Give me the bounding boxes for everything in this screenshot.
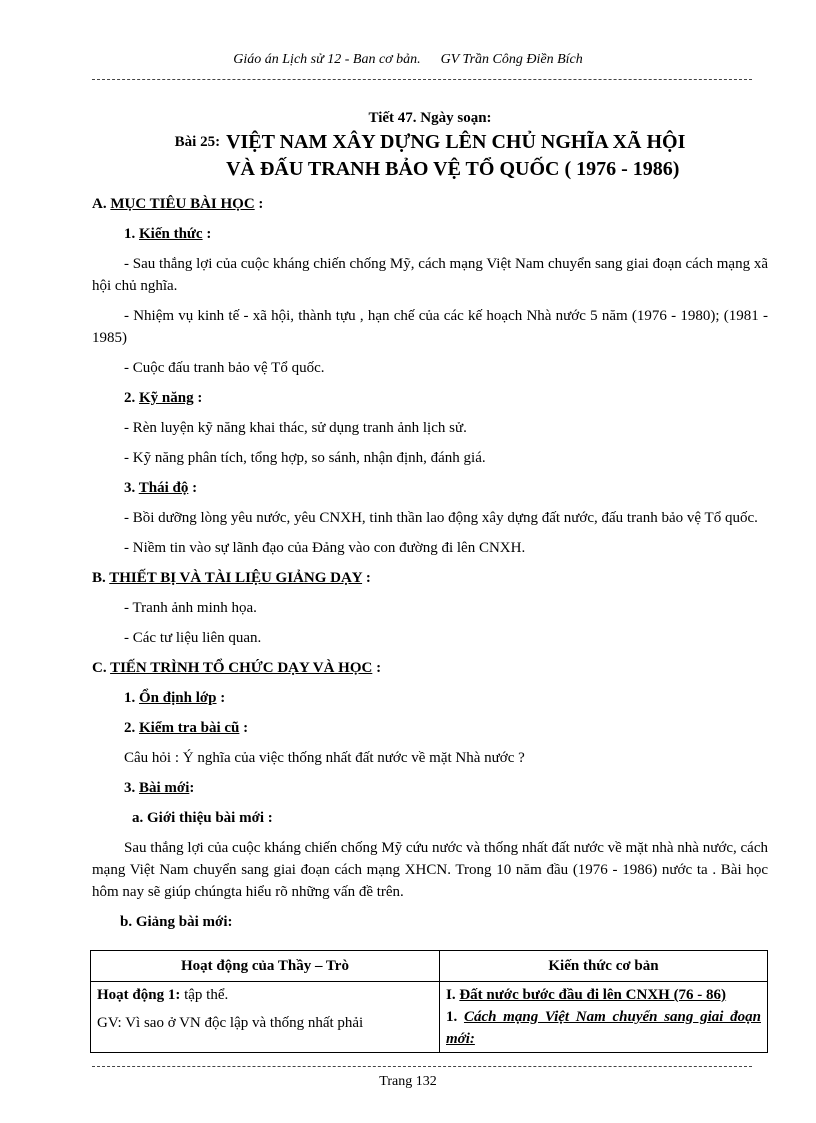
page-number: Trang 132 <box>379 1074 437 1089</box>
table-header-basic-knowledge: Kiến thức cơ bản <box>440 951 768 982</box>
lesson-title <box>92 129 768 183</box>
header-right: GV Trần Công Điền Bích <box>440 52 583 67</box>
activity-line-1: Hoạt động 1: tập thể. <box>97 987 229 1003</box>
knowledge-line-1: I. Đất nước bước đầu đi lên CNXH (76 - 86) <box>446 987 727 1003</box>
activity-line-2: GV: Vì sao ở VN độc lập và thống nhất phải <box>97 1015 364 1031</box>
review-question: Câu hỏi : Ý nghĩa của việc thống nhất đất nước về mặt Nhà nước ? <box>124 750 525 766</box>
knowledge-p3: - Cuộc đấu tranh bảo vệ Tổ quốc. <box>124 360 325 376</box>
table-header-teacher-student: Hoạt động của Thầy – Trò <box>91 951 440 982</box>
attitude-p2: - Niềm tin vào sự lãnh đạo của Đảng vào con đường đi lên CNXH. <box>124 540 526 556</box>
section-b-heading: B. THIẾT BỊ VÀ TÀI LIỆU GIẢNG DẠY : <box>92 570 371 586</box>
knowledge-p2: - Nhiệm vụ kinh tế - xã hội, thành tựu , hạn chế của các kế hoạch Nhà nước 5 năm (1976 - 1980); (1981 - 1985) <box>92 308 768 346</box>
title-line-2: VÀ ĐẤU TRANH BẢO VỆ TỔ QUỐC ( 1976 - 1986) <box>226 158 680 180</box>
knowledge-p1: - Sau thắng lợi của cuộc kháng chiến chống Mỹ, cách mạng Việt Nam chuyển sang giai đoạn cách mạng xã hội chủ nghĩa. <box>92 256 768 294</box>
table-header-row <box>91 951 768 982</box>
class-order-heading: 1. Ổn định lớp : <box>124 690 226 706</box>
header-left: Giáo án Lịch sử 12 - Ban cơ bản. <box>233 52 421 67</box>
footer-rule <box>92 1066 752 1067</box>
attitude-heading: 3. Thái độ : <box>124 480 198 496</box>
skills-p1: - Rèn luyện kỹ năng khai thác, sử dụng tranh ảnh lịch sử. <box>124 420 467 436</box>
document-body <box>92 110 768 933</box>
lesson-table <box>90 950 768 1053</box>
knowledge-line-2: 1. Cách mạng Việt Nam chuyển sang giai đoạn mới: <box>446 1009 762 1047</box>
new-lesson-heading: 3. Bài mới: <box>124 780 195 796</box>
lesson-prefix: Bài 25: <box>174 134 221 150</box>
activity-cell <box>91 982 440 1053</box>
intro-heading: a. Giới thiệu bài mới : <box>132 810 273 826</box>
page-header <box>0 52 816 68</box>
teaching-heading: b. Giảng bài mới: <box>120 914 233 930</box>
header-rule <box>92 79 752 80</box>
table-row <box>91 982 768 1053</box>
intro-text: Sau thắng lợi của cuộc kháng chiến chống Mỹ cứu nước và thống nhất đất nước về mặt nhà nhà nước, cách mạng Việt Nam chuyển sang giai đoạn cách mạng XHCN. Trong 10 năm đầu (1976 - 1986) nước ta . Bài học hôm nay sẽ giúp chúngta hiểu rõ những vấn đề trên. <box>92 840 768 900</box>
section-a-heading: A. MỤC TIÊU BÀI HỌC : <box>92 196 264 212</box>
section-c-heading: C. TIẾN TRÌNH TỔ CHỨC DẠY VÀ HỌC : <box>92 660 382 676</box>
skills-p2: - Kỹ năng phân tích, tổng hợp, so sánh, nhận định, đánh giá. <box>124 450 486 466</box>
skills-heading: 2. Kỹ năng : <box>124 390 203 406</box>
knowledge-cell <box>440 982 768 1053</box>
equipment-p1: - Tranh ảnh minh họa. <box>124 600 257 616</box>
knowledge-heading: 1. Kiến thức : <box>124 226 212 242</box>
attitude-p1: - Bồi dưỡng lòng yêu nước, yêu CNXH, tinh thần lao động xây dựng đất nước, đấu tranh bảo vệ Tổ quốc. <box>124 510 758 526</box>
equipment-p2: - Các tư liệu liên quan. <box>124 630 262 646</box>
title-line-1: VIỆT NAM XÂY DỰNG LÊN CHỦ NGHĨA XÃ HỘI <box>226 131 686 153</box>
lesson-number: Tiết 47. Ngày soạn: <box>368 110 492 126</box>
review-heading: 2. Kiểm tra bài cũ : <box>124 720 249 736</box>
